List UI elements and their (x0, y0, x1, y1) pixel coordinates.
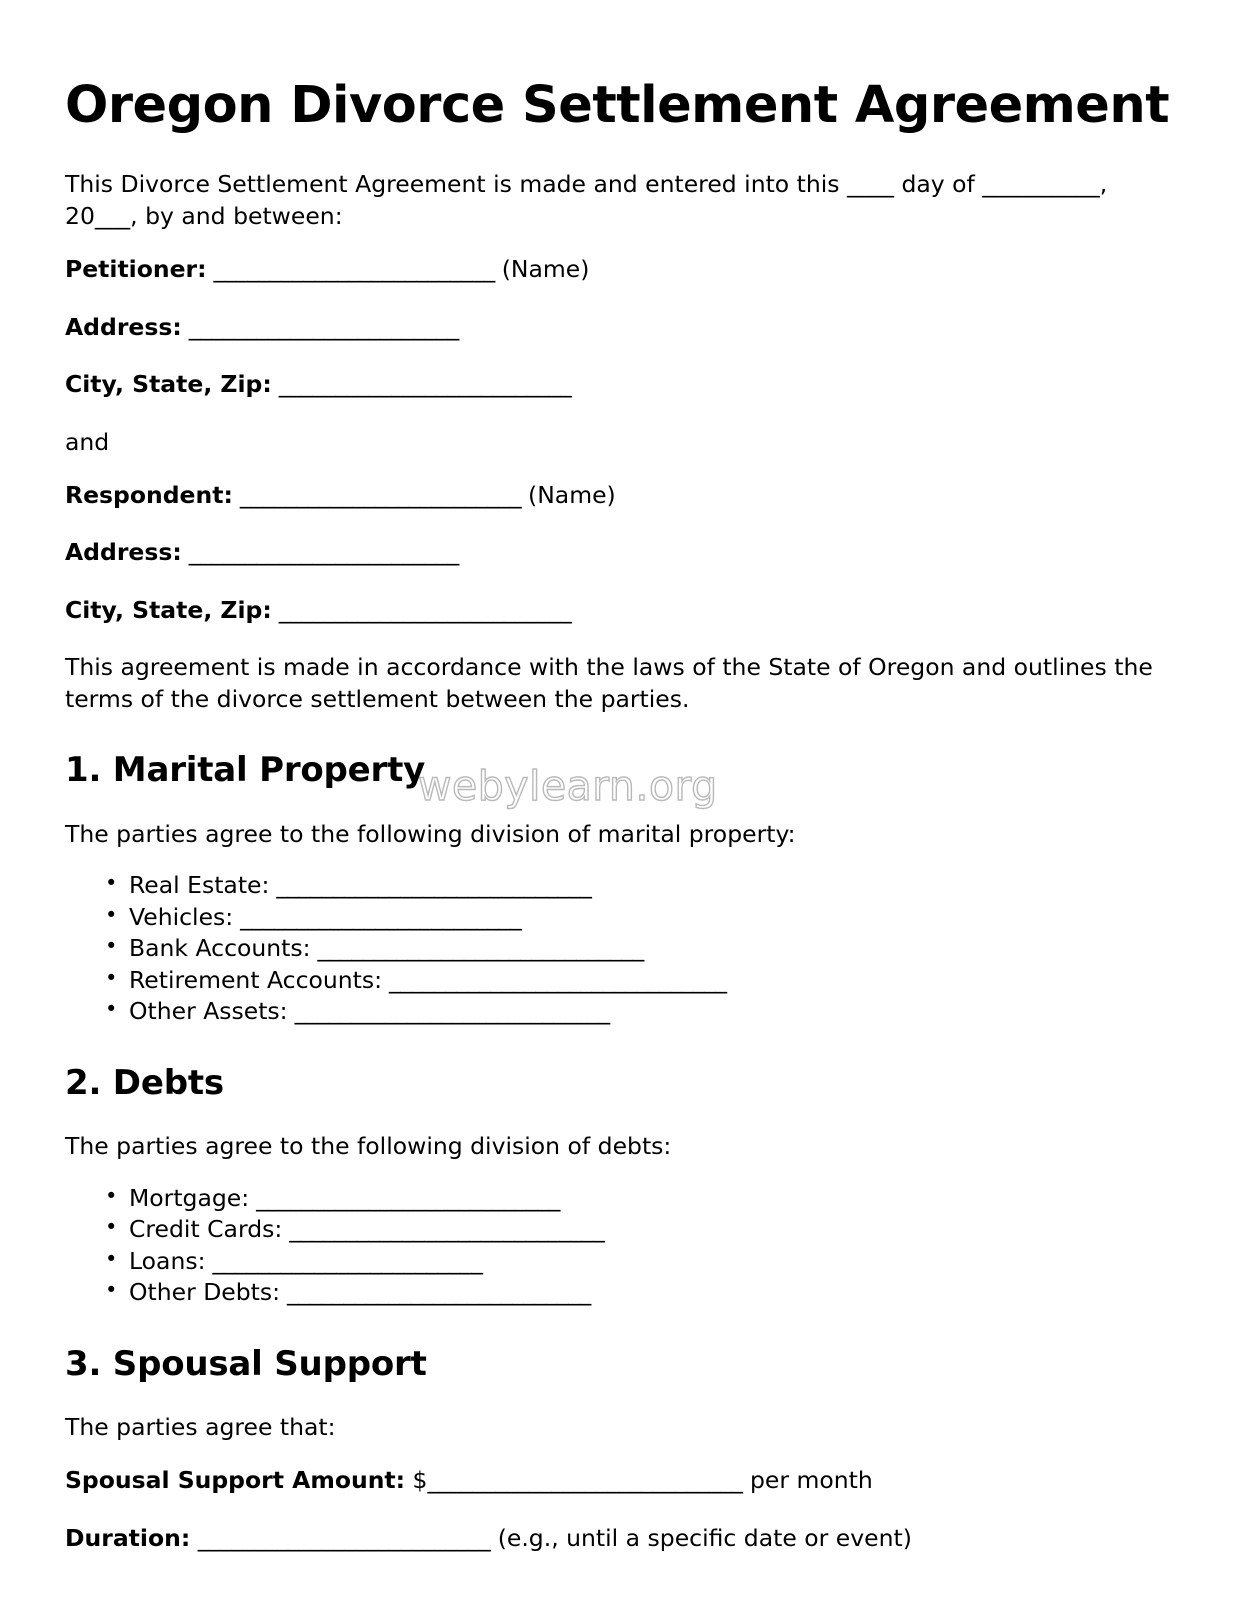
respondent-address-line (65, 537, 1174, 568)
petitioner-address-label: Address: (65, 312, 182, 341)
item-blank[interactable]: ____________________________ (287, 997, 610, 1026)
respondent-address-blank[interactable]: ________________________ (181, 538, 459, 567)
item-blank[interactable]: ______________________________ (382, 965, 727, 994)
spousal-support-amount-blank[interactable]: ____________________________ (427, 1466, 743, 1495)
per-month-suffix: per month (742, 1466, 873, 1495)
item-label: Loans: (129, 1246, 206, 1275)
list-item (103, 1183, 1174, 1215)
petitioner-address-line (65, 312, 1174, 343)
debts-list (65, 1183, 1174, 1309)
currency-prefix: $ (405, 1466, 428, 1495)
item-label: Vehicles: (129, 902, 234, 931)
duration-blank[interactable]: __________________________ (197, 1523, 491, 1552)
duration-label: Duration: (65, 1523, 191, 1552)
watermark: webylearn.org (418, 762, 718, 810)
respondent-city-line (65, 595, 1174, 626)
page-title: Oregon Divorce Settlement Agreement (65, 76, 1170, 135)
item-label: Other Assets: (129, 997, 288, 1026)
conjunction-and: and (65, 427, 110, 456)
respondent-name-note: (Name) (528, 480, 616, 509)
item-blank[interactable]: ___________________________ (249, 1183, 560, 1212)
item-blank[interactable]: _________________________ (233, 902, 522, 931)
respondent-name-line (65, 480, 1174, 511)
petitioner-city-label: City, State, Zip: (65, 370, 272, 399)
petitioner-label: Petitioner: (65, 255, 207, 284)
petitioner-name-blank[interactable]: _________________________ (206, 255, 502, 284)
list-item (103, 870, 1174, 902)
section-heading-debts: 2. Debts (65, 1062, 224, 1103)
preamble-paragraph: This agreement is made in accordance with the laws of the State of Oregon and outlines the terms of the divorce settlement between the parties. (65, 653, 1153, 713)
section-heading-marital-property: 1. Marital Property (65, 750, 426, 791)
section-lead-marital-property: The parties agree to the following division of marital property: (65, 819, 796, 848)
section-lead-spousal-support: The parties agree that: (65, 1413, 336, 1441)
respondent-name-blank[interactable]: _________________________ (232, 480, 529, 509)
spousal-support-amount-label: Spousal Support Amount: (65, 1466, 406, 1495)
list-item (103, 996, 1174, 1028)
item-label: Other Debts: (129, 1278, 281, 1307)
item-blank[interactable]: ____________________________ (282, 1215, 605, 1244)
item-label: Bank Accounts: (129, 934, 311, 963)
item-label: Mortgage: (129, 1183, 250, 1212)
duration-note: (e.g., until a specific date or event) (490, 1523, 912, 1552)
spousal-support-amount-line (65, 1465, 1174, 1496)
item-label: Retirement Accounts: (129, 965, 383, 994)
list-item (103, 965, 1174, 997)
respondent-address-label: Address: (65, 538, 182, 567)
list-item (103, 1214, 1174, 1246)
section-lead-debts: The parties agree to the following division of debts: (65, 1132, 672, 1161)
marital-property-list (65, 870, 1174, 1028)
petitioner-name-line (65, 254, 1174, 285)
respondent-city-label: City, State, Zip: (65, 595, 272, 624)
respondent-city-blank[interactable]: __________________________ (271, 595, 572, 624)
list-item (103, 1246, 1174, 1278)
item-label: Real Estate: (129, 870, 270, 899)
list-item (103, 1277, 1174, 1309)
item-blank[interactable]: ____________________________ (269, 870, 592, 899)
petitioner-city-blank[interactable]: __________________________ (271, 370, 572, 399)
petitioner-address-blank[interactable]: ________________________ (181, 312, 459, 341)
petitioner-name-note: (Name) (501, 255, 590, 284)
list-item (103, 933, 1174, 965)
list-item (103, 902, 1174, 934)
duration-line (65, 1523, 1174, 1554)
item-blank[interactable]: _____________________________ (310, 934, 644, 963)
item-blank[interactable]: ___________________________ (280, 1278, 591, 1307)
intro-paragraph: This Divorce Settlement Agreement is made and entered into this ____ day of __________, 20___, by and between: (65, 170, 1108, 230)
item-label: Credit Cards: (129, 1215, 283, 1244)
petitioner-city-line (65, 369, 1174, 400)
duration-prefix (190, 1524, 197, 1552)
item-blank[interactable]: ________________________ (205, 1246, 483, 1275)
section-heading-spousal-support: 3. Spousal Support (65, 1343, 427, 1384)
respondent-label: Respondent: (65, 480, 233, 509)
